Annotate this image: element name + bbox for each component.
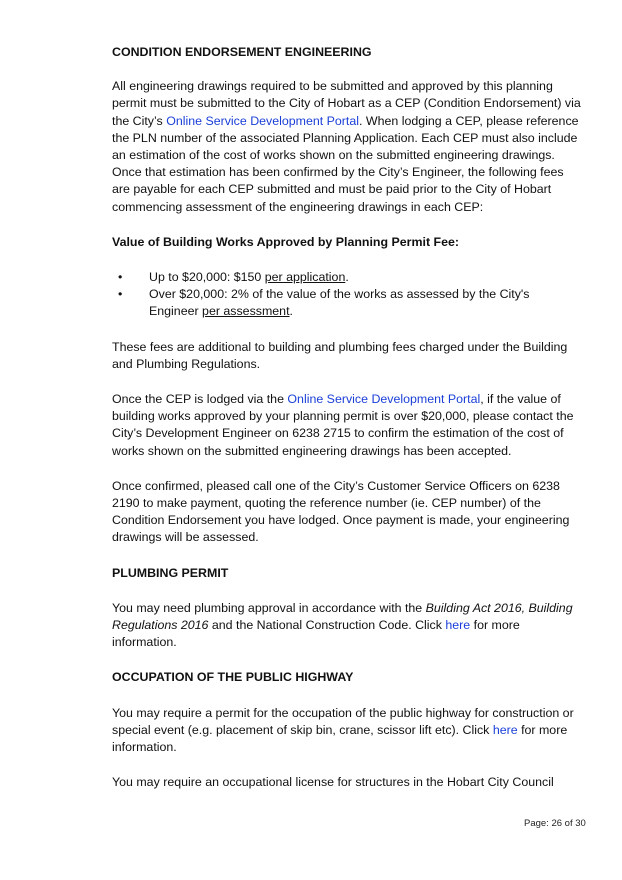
fee-heading: Value of Building Works Approved by Planning Permit Fee: bbox=[112, 234, 459, 249]
plumbing-paragraph bbox=[112, 600, 582, 652]
page-number: Page: 26 of 30 bbox=[524, 818, 586, 829]
cep-paragraph-4: Once confirmed, pleased call one of the City’s Customer Service Officers on 6238 2190 to make payment, quoting the reference number (ie. CEP number) of the Condition Endorsement you have lodged. Once payment is made, your engineering drawings will be assessed. bbox=[112, 478, 570, 545]
document-page bbox=[112, 44, 582, 792]
cep-para1-text-b: . When lodging a CEP, please reference the PLN number of the associated Planning Application. Each CEP must also include an estimation of the cost of works shown on the submitted engineering drawings. Once that estimation has been confirmed by the City’s Engineer, the following fees are payable for each CEP submitted and must be paid prior to the City of Hobart commencing assessment of the engineering drawings in each CEP: bbox=[112, 113, 579, 214]
highway-paragraph-2: You may require an occupational license for structures in the Hobart City Council bbox=[112, 775, 554, 790]
plumbing-text-a: You may need plumbing approval in accordance with the bbox=[112, 600, 426, 615]
cep-paragraph-1 bbox=[112, 78, 582, 216]
cep-para3-text-a: Once the CEP is lodged via the bbox=[112, 392, 288, 407]
highway-text-b: for more information. bbox=[112, 722, 568, 755]
highway-heading: OCCUPATION OF THE PUBLIC HIGHWAY bbox=[112, 670, 354, 685]
highway-text-a: You may require a permit for the occupation of the public highway for construction or special event (e.g. placement of skip bin, crane, scissor lift etc). Click bbox=[112, 705, 574, 737]
fee-suffix: . bbox=[289, 304, 293, 319]
cep-para1-text-a: All engineering drawings required to be submitted and approved by this planning permit must be submitted to the City of Hobart as a CEP (Condition Endorsement) via the City’s bbox=[112, 79, 581, 128]
plumbing-text-c: for more information. bbox=[112, 618, 520, 650]
list-item bbox=[112, 269, 582, 286]
cep-para3-text-b: , if the value of building works approved by your planning permit is over $20,000, please contact the City’s Development Engineer on 6238 2715 to confirm the estimation of the cost of works shown on the submitted engineering drawings has been accepted. bbox=[112, 392, 574, 458]
fee-text: Up to $20,000: $150 bbox=[149, 270, 265, 285]
plumbing-heading: PLUMBING PERMIT bbox=[112, 565, 229, 580]
cep-paragraph-3 bbox=[112, 391, 582, 460]
fee-underlined: per application bbox=[264, 270, 346, 285]
online-portal-link-1[interactable]: Online Service Development Portal bbox=[166, 113, 360, 128]
bullet-icon: • bbox=[118, 270, 123, 285]
online-portal-link-2[interactable]: Online Service Development Portal bbox=[287, 392, 481, 407]
list-item bbox=[112, 286, 582, 320]
fee-suffix: . bbox=[345, 270, 349, 285]
highway-here-link[interactable]: here bbox=[492, 722, 518, 737]
fee-text: Over $20,000: 2% of the value of the works as assessed by the City's Engineer bbox=[149, 287, 530, 319]
cep-paragraph-2: These fees are additional to building and plumbing fees charged under the Building and Plumbing Regulations. bbox=[112, 339, 568, 371]
fee-underlined: per assessment bbox=[202, 304, 290, 319]
highway-paragraph-1 bbox=[112, 705, 582, 757]
cep-heading: CONDITION ENDORSEMENT ENGINEERING bbox=[112, 45, 372, 59]
plumbing-text-b: and the National Construction Code. Click bbox=[208, 618, 446, 633]
plumbing-legislation: Building Act 2016, Building Regulations 2016 bbox=[112, 600, 573, 633]
fee-list bbox=[112, 269, 582, 321]
plumbing-here-link[interactable]: here bbox=[445, 618, 471, 633]
bullet-icon: • bbox=[118, 287, 123, 302]
